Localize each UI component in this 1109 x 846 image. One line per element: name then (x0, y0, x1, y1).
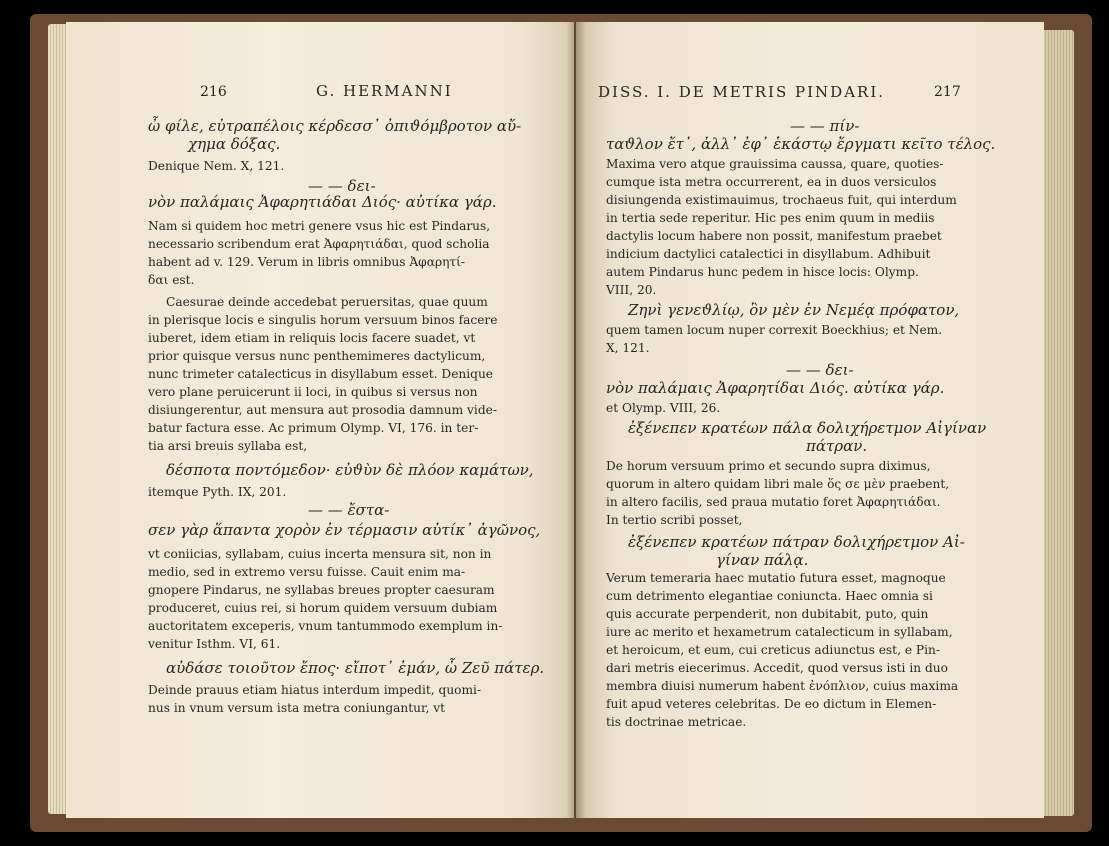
text-line: quis accurate perpenderit, non dubitabit, puto, quin (606, 607, 929, 621)
greek-verse-line: νὸν παλάμαις Ἀφαρητιάδαι Διός· αὐτίκα γάρ. (148, 193, 497, 211)
greek-verse-line: γίναν πάλᾳ. (716, 551, 809, 569)
text-line: Verum temeraria haec mutatio futura esset, magnoque (606, 571, 946, 585)
text-line: δαι est. (148, 273, 195, 287)
greek-verse-line: δέσποτα ποντόμεδον· εὐϑὺν δὲ πλόον καμάτων, (166, 461, 534, 479)
text-line: tis doctrinae metricae. (606, 715, 747, 729)
greek-verse-line: αὐδάσε τοιοῦτον ἔπος· εἴποτ᾽ ἐμάν, ὦ Ζεῦ πάτερ. (166, 659, 545, 677)
text-line: cumque ista metra occurrerent, ea in duos versiculos (606, 175, 937, 189)
text-line: VIII, 20. (606, 283, 657, 297)
text-line: in altero facilis, sed praua mutatio foret Ἀφαρητιάδαι. (606, 495, 941, 509)
left-running-head: G. HERMANNI (316, 82, 453, 100)
text-line: vero plane peruicerunt ii loci, in quibus si versus non (148, 385, 478, 399)
left-page (66, 22, 574, 818)
book-gutter (566, 22, 586, 818)
text-line: indicium dactylici catalectici in disyllabum. Adhibuit (606, 247, 931, 261)
text-line: batur factura esse. Ac primum Olymp. VI, 176. in ter- (148, 421, 479, 435)
left-page-number: 216 (200, 84, 227, 100)
text-line: quorum in altero quidam libri male ὅς σε μὲν praebent, (606, 477, 950, 491)
text-line: itemque Pyth. IX, 201. (148, 485, 287, 499)
text-line: De horum versuum primo et secundo supra diximus, (606, 459, 931, 473)
text-line: vt coniicias, syllabam, cuius incerta mensura sit, non in (148, 547, 492, 561)
text-line: produceret, cuius rei, si horum quidem versuum dubiam (148, 601, 498, 615)
text-line: iure ac merito et hexametrum catalecticum in syllabam, (606, 625, 953, 639)
text-line: In tertio scribi posset, (606, 513, 743, 527)
greek-verse-line: χημα δόξας. (188, 135, 281, 153)
text-line: necessario scribendum erat Ἀφαρητιάδαι, quod scholia (148, 237, 490, 251)
text-line: membra diuisi numerum habent ἐνόπλιον, cuius maxima (606, 679, 959, 693)
text-line: disiungerentur, aut mensura aut prosodia damnum vide- (148, 403, 497, 417)
text-line: autem Pindarus hunc pedem in hisce locis: Olymp. (606, 265, 919, 279)
text-line: Denique Nem. X, 121. (148, 159, 285, 173)
text-line: nus in vnum versum ista metra coniungantur, vt (148, 701, 446, 715)
greek-verse-line: νὸν παλάμαις Ἀφαρητίδαι Διός. αὐτίκα γάρ. (606, 379, 945, 397)
text-line: dari metris eiecerimus. Accedit, quod versus isti in duo (606, 661, 948, 675)
text-line: in plerisque locis e singulis horum versuum binos facere (148, 313, 498, 327)
greek-verse-line: ὦ φίλε, εὐτραπέλοις κέρδεσσ᾽ ὀπιϑόμβροτον αὔ- (148, 117, 522, 135)
right-running-head: DISS. I. DE METRIS PINDARI. (598, 83, 886, 101)
text-line: venitur Isthm. VI, 61. (148, 637, 281, 651)
text-line: et Olymp. VIII, 26. (606, 401, 721, 415)
text-line: quem tamen locum nuper correxit Boeckhius; et Nem. (606, 323, 943, 337)
text-line: disiungenda existimauimus, trochaeus fuit, qui interdum (606, 193, 957, 207)
text-line: habent ad v. 129. Verum in libris omnibus Ἀφαρητί- (148, 255, 466, 269)
text-line: nunc trimeter catalecticus in disyllabum esset. Denique (148, 367, 494, 381)
text-line: Deinde prauus etiam hiatus interdum impedit, quomi- (148, 683, 482, 697)
text-line: Maxima vero atque grauissima caussa, quare, quoties- (606, 157, 944, 171)
greek-verse-line: — — δει- (308, 177, 376, 195)
text-line: cum detrimento elegantiae coniuncta. Haec omnia si (606, 589, 933, 603)
text-line: X, 121. (606, 341, 650, 355)
text-line: in tertia sede reperitur. Hic pes enim quum in mediis (606, 211, 935, 225)
right-page-edges (1040, 30, 1074, 816)
text-line: fuit apud veteres celebritas. De eo dictum in Elemen- (606, 697, 937, 711)
greek-verse-line: ἐξένεπεν κρατέων πάτραν δολιχήρετμον Αἰ- (628, 533, 965, 551)
right-page (576, 22, 1044, 818)
right-page-number: 217 (934, 84, 961, 100)
text-line: iuberet, idem etiam in reliquis locis facere suadet, vt (148, 331, 476, 345)
text-line: Caesurae deinde accedebat peruersitas, quae quum (166, 295, 488, 309)
text-line: auctoritatem exceperis, vnum tantummodo exemplum in- (148, 619, 503, 633)
greek-verse-line: ταϑλον ἔτ᾽, ἀλλ᾽ ἐφ᾽ ἑκάστῳ ἔργματι κεῖτο τέλος. (606, 135, 996, 153)
greek-verse-line: πάτραν. (806, 437, 868, 455)
greek-verse-line: ἐξένεπεν κρατέων πάλα δολιχήρετμον Αἰγίναν (628, 419, 987, 437)
greek-verse-line: σεν γὰρ ἅπαντα χορὸν ἐν τέρμασιν αὐτίκ᾽ ἀγῶνος, (148, 521, 541, 539)
greek-verse-line: Ζηνὶ γενεϑλίῳ, ὃν μὲν ἐν Νεμέᾳ πρόφατον, (628, 301, 960, 319)
greek-verse-line: — — δει- (786, 361, 854, 379)
text-line: gnopere Pindarus, ne syllabas breues propter caesuram (148, 583, 495, 597)
text-line: prior quisque versus nunc penthemimeres dactylicum, (148, 349, 486, 363)
text-line: tia arsi breuis syllaba est, (148, 439, 308, 453)
greek-verse-line: — — πίν- (790, 117, 860, 135)
text-line: Nam si quidem hoc metri genere vsus hic est Pindarus, (148, 219, 491, 233)
text-line: et heroicum, et eum, cui creticus adiunctus est, e Pin- (606, 643, 940, 657)
text-line: dactylis locum habere non possit, manifestum praebet (606, 229, 942, 243)
greek-verse-line: — — ἔστα- (308, 501, 390, 519)
text-line: medio, sed in extremo versu fuisse. Cauit enim ma- (148, 565, 466, 579)
